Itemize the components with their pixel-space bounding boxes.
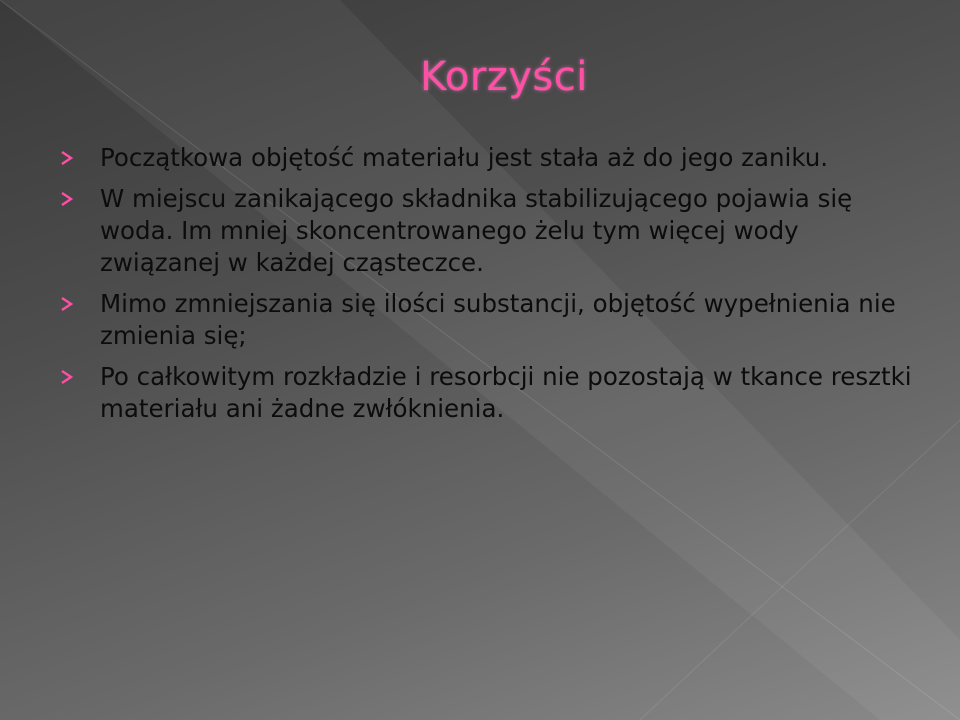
bullet-item-4 [58,361,918,425]
bullet-text: Początkowa objętość materiału jest stała aż do jego zaniku. [100,143,829,172]
bullet-item-3 [58,288,918,352]
bullet-item-2 [58,183,918,279]
arrow-bullet-icon [60,296,74,312]
arrow-bullet-icon [60,150,74,166]
bullet-text: Mimo zmniejszania się ilości substancji, objętość wypełnienia nie zmienia się; [100,289,896,350]
bullet-item-1 [58,142,918,174]
arrow-bullet-icon [60,369,74,385]
bullet-text: Po całkowitym rozkładzie i resorbcji nie pozostają w tkance resztki materiału ani żadne zwłóknienia. [100,362,912,423]
bullet-text: W miejscu zanikającego składnika stabilizującego pojawia się woda. Im mniej skoncentrowanego żelu tym więcej wody związanej w każdej cząsteczce. [100,184,853,277]
arrow-bullet-icon [60,191,74,207]
slide-title: Korzyści [420,54,588,100]
bullet-list [58,142,918,434]
